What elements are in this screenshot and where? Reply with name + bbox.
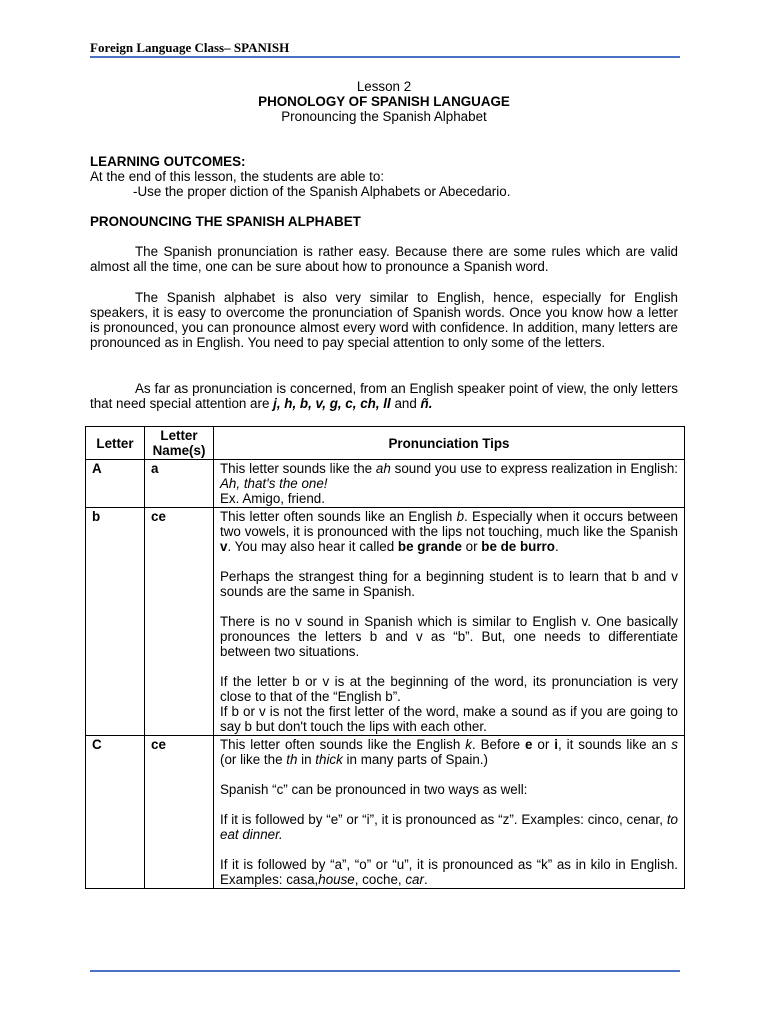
tip-bold: be grande <box>397 539 462 554</box>
row-a-tip-1 <box>220 461 678 491</box>
paragraph-3-and: and <box>390 396 421 411</box>
row-b-tip-3: There is no v sound in Spanish which is similar to English v. One basically pronounces the letters b and v as “b”. But, one needs to differentiate between two situations. <box>220 614 678 659</box>
tip-bold: i <box>554 737 558 752</box>
tip-text: This letter often sounds like the English <box>220 737 466 752</box>
tip-emphasis: k <box>465 737 472 752</box>
tip-text: . Before <box>471 737 526 752</box>
tip-emphasis: b <box>456 509 465 524</box>
row-b-tips <box>214 508 685 736</box>
footer-rule <box>90 970 680 972</box>
tip-text: (or like the <box>220 752 287 767</box>
tip-bold: v <box>220 539 228 554</box>
row-a-tip-2: Ex. Amigo, friend. <box>220 491 325 506</box>
tip-emphasis: s <box>671 737 678 752</box>
row-b-tip-1 <box>220 509 678 554</box>
header-tips: Pronunciation Tips <box>214 427 685 460</box>
table-row-a <box>86 460 685 508</box>
tip-text: or <box>461 539 482 554</box>
lesson-number: Lesson 2 <box>356 79 412 94</box>
tip-emphasis: to eat dinner. <box>220 812 678 842</box>
special-letter-n: ñ. <box>420 396 433 411</box>
header-letter: Letter <box>86 427 145 460</box>
tip-bold: be de burro <box>481 539 555 554</box>
row-c-tips <box>214 736 685 889</box>
tip-text: , coche, <box>354 872 406 887</box>
tip-text: , it sounds like an <box>558 737 672 752</box>
section-heading: PRONOUNCING THE SPANISH ALPHABET <box>90 214 361 229</box>
running-header: Foreign Language Class– SPANISH <box>90 40 290 55</box>
tip-emphasis: th <box>286 752 298 767</box>
tip-text: This letter sounds like the <box>220 461 376 476</box>
tip-text: sound you use to express realization in English: <box>390 461 678 476</box>
row-b-tip-5: If b or v is not the first letter of the word, make a sound as if you are going to say b but don't touch the lips with each other. <box>220 704 678 734</box>
tip-emphasis: car <box>405 872 424 887</box>
outcomes-intro: At the end of this lesson, the students are able to: <box>90 169 385 184</box>
special-letters: j, h, b, v, g, c, ch, ll <box>273 396 391 411</box>
row-c-tip-1 <box>220 737 678 767</box>
outcomes-section <box>90 154 680 199</box>
paragraph-1: The Spanish pronunciation is rather easy. Because there are some rules which are valid almost all the time, one can be sure about how to pronounce a Spanish word. <box>90 244 678 274</box>
header-letter-name: Letter Name(s) <box>145 427 214 460</box>
tip-text: . <box>423 872 428 887</box>
lesson-title: PHONOLOGY OF SPANISH LANGUAGE <box>258 94 510 109</box>
paragraph-3-text: As far as pronunciation is concerned, from an English speaker point of view, the only letters that need special attention are <box>90 381 678 411</box>
table-header-row <box>86 427 685 460</box>
row-b-name: ce <box>145 508 214 736</box>
table-row-b <box>86 508 685 736</box>
tip-emphasis: ah <box>375 461 391 476</box>
tip-text: If it is followed by “a”, “o” or “u”, it is pronounced as “k” as in kilo in English. Examples: casa, <box>220 857 678 887</box>
tip-emphasis: thick <box>315 752 343 767</box>
tip-text: in many parts of Spain.) <box>342 752 488 767</box>
row-c-letter: C <box>86 736 145 889</box>
tip-text: . <box>554 539 559 554</box>
row-a-name: a <box>145 460 214 508</box>
alphabet-table <box>85 426 685 889</box>
tip-text: or <box>532 737 555 752</box>
tip-text: in <box>297 752 316 767</box>
row-c-tip-2: Spanish “c” can be pronounced in two ways as well: <box>220 782 528 797</box>
outcomes-item: -Use the proper diction of the Spanish Alphabets or Abecedario. <box>133 184 511 199</box>
row-c-tip-4 <box>220 857 678 887</box>
lesson-subtitle: Pronouncing the Spanish Alphabet <box>281 109 487 124</box>
row-b-tip-4: If the letter b or v is at the beginning of the word, its pronunciation is very close to that of the “English b”. <box>220 674 678 704</box>
row-c-tip-3 <box>220 812 678 842</box>
tip-bold: e <box>525 737 533 752</box>
row-b-tip-2: Perhaps the strangest thing for a beginning student is to learn that b and v sounds are the same in Spanish. <box>220 569 678 599</box>
tip-emphasis: Ah, that's the one! <box>220 476 328 491</box>
header-rule <box>90 56 680 58</box>
row-b-letter: b <box>86 508 145 736</box>
tip-text: . You may also hear it called <box>227 539 398 554</box>
row-a-tips <box>214 460 685 508</box>
table-row-c <box>86 736 685 889</box>
outcomes-heading: LEARNING OUTCOMES: <box>90 154 246 169</box>
tip-text: . Especially when it occurs between two vowels, it is pronounced with the lips not touching, much like the Spanish <box>220 509 678 539</box>
tip-text: This letter often sounds like an English <box>220 509 457 524</box>
tip-emphasis: house <box>318 872 355 887</box>
row-a-letter: A <box>86 460 145 508</box>
row-c-name: ce <box>145 736 214 889</box>
paragraph-3 <box>90 381 678 411</box>
tip-text: If it is followed by “e” or “i”, it is pronounced as “z”. Examples: cinco, cenar, <box>220 812 667 827</box>
paragraph-2: The Spanish alphabet is also very similar to English, hence, especially for English speakers, it is easy to overcome the pronunciation of Spanish words. Once you know how a letter is pronounced, you can pronounce almost every word with confidence. In addition, many letters are pronounced as in English. You need to pay special attention to only some of the letters. <box>90 290 678 350</box>
